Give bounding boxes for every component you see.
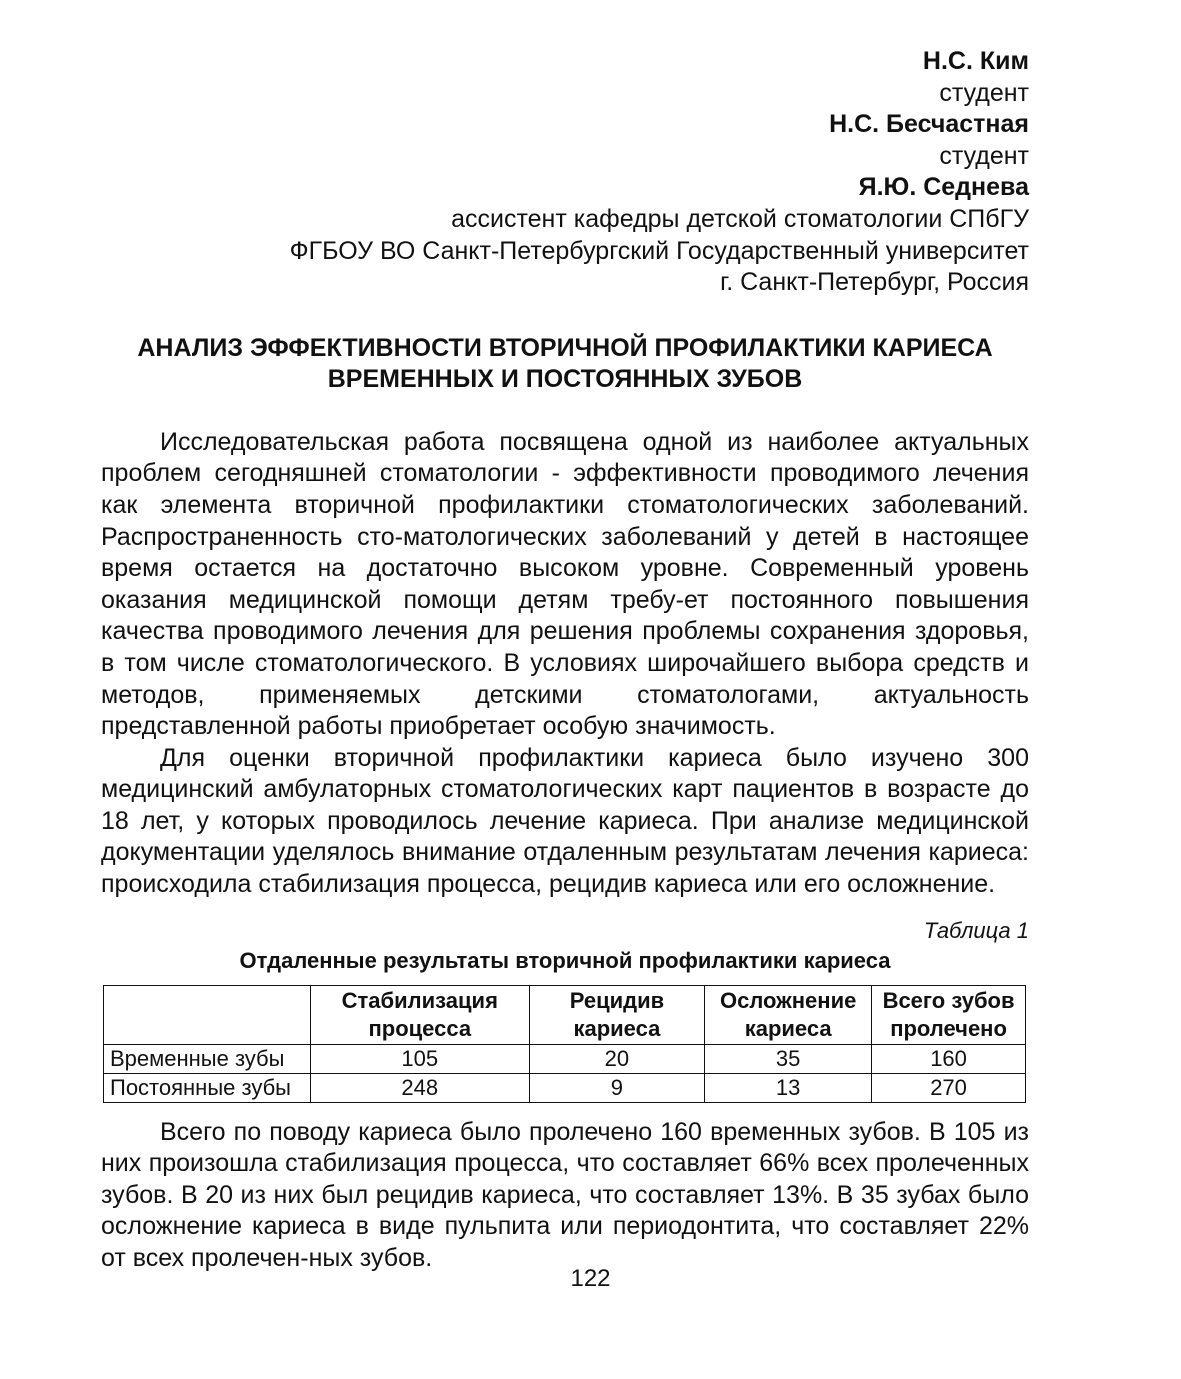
paragraph: Исследовательская работа посвящена одной из наиболее актуальных проблем сегодняшней стоматологии - эффективности проводимого лечения как элемента вторичной профилактики стоматологических заболеваний. Распространенность сто-матологических заболеваний у детей в настоящее время остается на достаточно высоком уровне. Современный уровень оказания медицинской помощи детям требу-ет постоянного повышения качества проводимого лечения для решения проблемы сохранения здоровья, в том числе стоматологического. В условиях широчайшего выбора средств и методов, применяемых детскими стоматологами, актуальность представленной работы приобретает особую значимость. <box>101 427 1029 741</box>
table-header-cell: Всего зубов пролечено <box>872 985 1026 1044</box>
table-header-cell: Рецидив кариеса <box>529 985 705 1044</box>
table-header-cell: Стабилизация процесса <box>310 985 529 1044</box>
table-cell: 248 <box>310 1073 529 1102</box>
author-role: студент <box>939 141 1029 170</box>
table-header-row <box>104 985 1026 1044</box>
table-caption: Таблица 1 <box>923 917 1029 943</box>
table-row <box>104 1073 1026 1102</box>
table-cell: 160 <box>872 1044 1026 1073</box>
author-name: Н.С. Ким <box>922 47 1029 75</box>
table-cell: 35 <box>705 1044 872 1073</box>
row-label: Временные зубы <box>104 1044 311 1073</box>
page-number: 122 <box>570 1265 611 1292</box>
author-role: студент <box>939 78 1029 107</box>
table-cell: 105 <box>310 1044 529 1073</box>
table-header-cell <box>104 985 311 1044</box>
table-header-cell: Осложнение кариеса <box>705 985 872 1044</box>
table-row <box>104 1044 1026 1073</box>
article-body <box>101 427 1029 901</box>
title-line-1: АНАЛИЗ ЭФФЕКТИВНОСТИ ВТОРИЧНОЙ ПРОФИЛАКТИКИ КАРИЕСА <box>137 333 993 362</box>
table-cell: 13 <box>705 1073 872 1102</box>
table-title: Отдаленные результаты вторичной профилактики кариеса <box>239 947 891 973</box>
article-title <box>101 333 1029 395</box>
paragraph: Всего по поводу кариеса было пролечено 160 временных зубов. В 105 из них произошла стабилизация процесса, что составляет 66% всех пролеченных зубов. В 20 из них был рецидив кариеса, что составляет 13%. В 35 зубах было осложнение кариеса в виде пульпита или периодонтита, что составляет 22% от всех пролечен-ных зубов. <box>101 1117 1029 1273</box>
table-cell: 9 <box>529 1073 705 1102</box>
paragraph: Для оценки вторичной профилактики кариеса было изучено 300 медицинский амбулаторных стоматологических карт пациентов в возрасте до 18 лет, у которых проводилось лечение кариеса. При анализе медицинской документации уделялось внимание отдаленным результатам лечения кариеса: происходила стабилизация процесса, рецидив кариеса или его осложнение. <box>101 743 1029 899</box>
affiliation-university: ФГБОУ ВО Санкт-Петербургский Государственный университет <box>289 236 1029 265</box>
results-table <box>103 985 1026 1103</box>
article-body-continued <box>101 1117 1029 1275</box>
author-role: ассистент кафедры детской стоматологии СПбГУ <box>451 204 1029 233</box>
authors-block <box>101 46 1029 299</box>
author-name: Я.Ю. Седнева <box>858 173 1029 202</box>
affiliation-city: г. Санкт-Петербург, Россия <box>720 268 1029 297</box>
table-cell: 20 <box>529 1044 705 1073</box>
row-label: Постоянные зубы <box>104 1073 311 1102</box>
document-page <box>101 46 1029 1275</box>
author-name: Н.С. Бесчастная <box>829 110 1029 139</box>
table-cell: 270 <box>872 1073 1026 1102</box>
title-line-2: ВРЕМЕННЫХ И ПОСТОЯННЫХ ЗУБОВ <box>327 364 803 393</box>
